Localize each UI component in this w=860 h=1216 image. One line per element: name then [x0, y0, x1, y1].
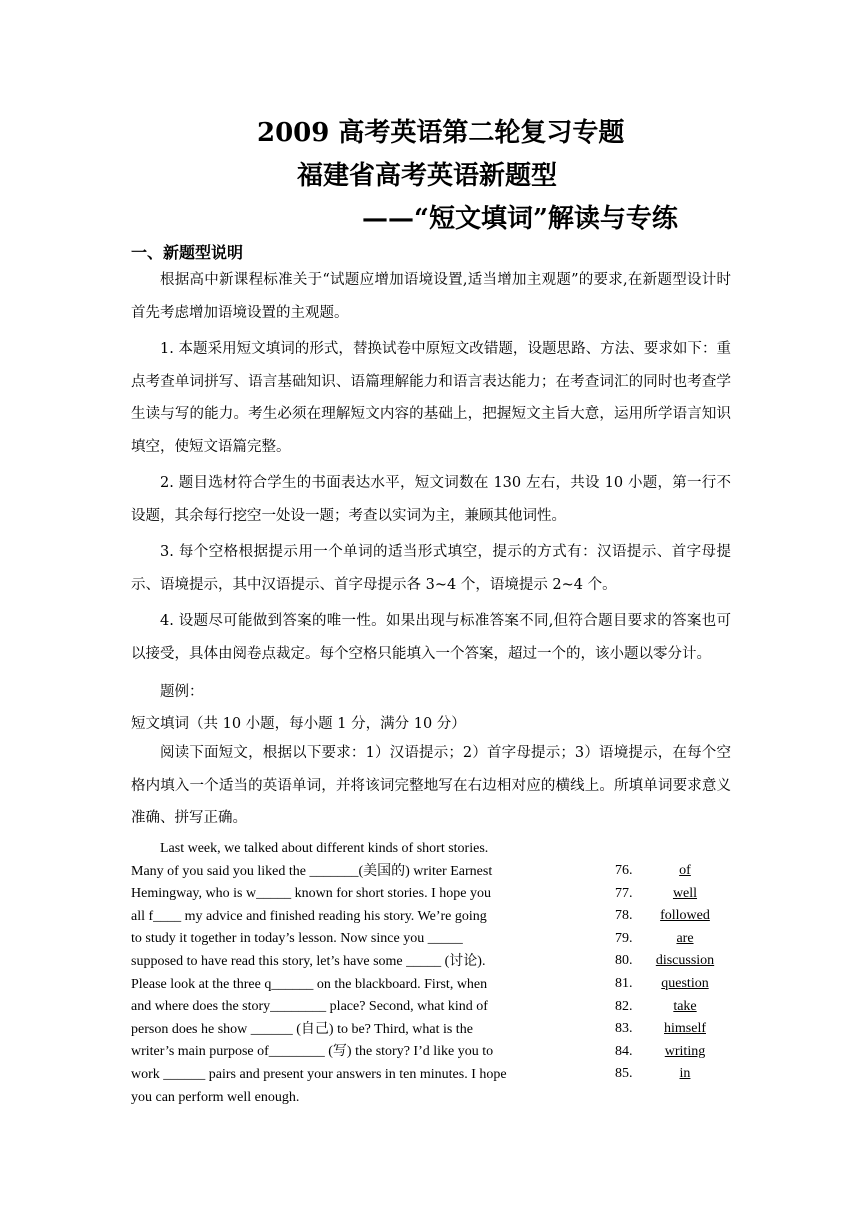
document-title-line-3: ——“短文填词”解读与专练: [362, 204, 678, 234]
answer-number: 81.: [615, 975, 633, 991]
answer-number: 79.: [615, 930, 633, 946]
passage-line: you can perform well enough.: [131, 1089, 300, 1105]
point-2-paragraph: 2. 题目选材符合学生的书面表达水平，短文词数在 130 左右，共设 10 小题，第一行不设题，其余每行挖空一处设一题；考查以实词为主，兼顾其他词性。: [131, 475, 731, 524]
point-4-paragraph: 4. 设题尽可能做到答案的唯一性。如果出现与标准答案不同,但符合题目要求的答案也可以接受，具体由阅卷点裁定。每个空格只能填入一个答案，超过一个的，该小题以零分计。: [131, 613, 731, 662]
passage-line: Please look at the three q______ on the blackboard. First, when: [131, 976, 488, 992]
passage-line: Last week, we talked about different kinds of short stories.: [160, 841, 489, 856]
answer-number: 84.: [615, 1043, 633, 1059]
answer-row: [615, 860, 727, 883]
answer-word: himself: [664, 1021, 706, 1037]
answer-word: followed: [660, 908, 710, 924]
answer-word: in: [679, 1066, 691, 1082]
answer-number: 80.: [615, 953, 633, 969]
passage-line: person does he show ______ (自己) to be? Third, what is the: [131, 1021, 473, 1037]
answer-row: [615, 883, 727, 906]
answer-list: [615, 860, 727, 1086]
answer-word: question: [661, 975, 709, 991]
answer-word: of: [679, 863, 691, 878]
answer-row: [615, 1041, 727, 1064]
point-3-paragraph: 3. 每个空格根据提示用一个单词的适当形式填空，提示的方式有：汉语提示、首字母提示、语境提示，其中汉语提示、首字母提示各 3~4 个，语境提示 2~4 个。: [131, 544, 731, 593]
answer-row: [615, 950, 727, 973]
answer-word: take: [673, 998, 697, 1014]
document-title-line-1: 2009 高考英语第二轮复习专题: [257, 118, 625, 148]
answer-row: [615, 996, 727, 1019]
passage-line: writer’s main purpose of________ (写) the story? I’d like you to: [131, 1044, 494, 1060]
answer-number: 76.: [615, 863, 633, 878]
answer-number: 85.: [615, 1066, 633, 1082]
answer-row: [615, 905, 727, 928]
answer-word: writing: [664, 1043, 706, 1059]
answer-row: [615, 973, 727, 996]
answer-row: [615, 928, 727, 951]
answer-number: 82.: [615, 998, 633, 1014]
passage-line: work ______ pairs and present your answers in ten minutes. I hope: [131, 1066, 507, 1082]
passage-line: and where does the story________ place? Second, what kind of: [131, 999, 488, 1015]
answer-number: 83.: [615, 1021, 633, 1037]
answer-word: are: [676, 930, 694, 946]
task-title: 短文填词（共 10 小题，每小题 1 分，满分 10 分）: [131, 716, 466, 732]
answer-number: 77.: [615, 885, 633, 901]
section-heading: 一、新题型说明: [131, 243, 244, 262]
passage-line: Hemingway, who is w_____ known for short stories. I hope you: [131, 886, 491, 902]
passage-line: Many of you said you liked the _______(美国的) writer Earnest: [131, 863, 493, 879]
intro-paragraph: 根据高中新课程标准关于“试题应增加语境设置,适当增加主观题”的要求,在新题型设计时首先考虑增加语境设置的主观题。: [131, 272, 731, 321]
answer-number: 78.: [615, 908, 633, 924]
answer-word: well: [672, 885, 698, 901]
passage-line: all f____ my advice and finished reading his story. We’re going: [131, 908, 487, 924]
document-title-line-2: 福建省高考英语新题型: [297, 161, 558, 191]
passage: [131, 838, 551, 1109]
answer-row: [615, 1018, 727, 1041]
passage-line: supposed to have read this story, let’s have some _____ (讨论).: [131, 953, 486, 969]
answer-row: [615, 1063, 727, 1086]
example-label: 题例：: [160, 684, 204, 700]
instructions-paragraph: 阅读下面短文，根据以下要求：1）汉语提示；2）首字母提示；3）语境提示，在每个空格内填入一个适当的英语单词，并将该词完整地写在右边相对应的横线上。所填单词要求意义准确、拼写正确。: [131, 745, 731, 826]
answer-word: discussion: [655, 953, 715, 969]
passage-line: to study it together in today’s lesson. Now since you _____: [131, 931, 463, 947]
point-1-paragraph: 1. 本题采用短文填词的形式，替换试卷中原短文改错题，设题思路、方法、要求如下：重点考查单词拼写、语言基础知识、语篇理解能力和语言表达能力；在考查词汇的同时也考查学生读与写的能力。考生必须在理解短文内容的基础上，把握短文主旨大意，运用所学语言知识填空，使短文语篇完整。: [131, 341, 731, 455]
